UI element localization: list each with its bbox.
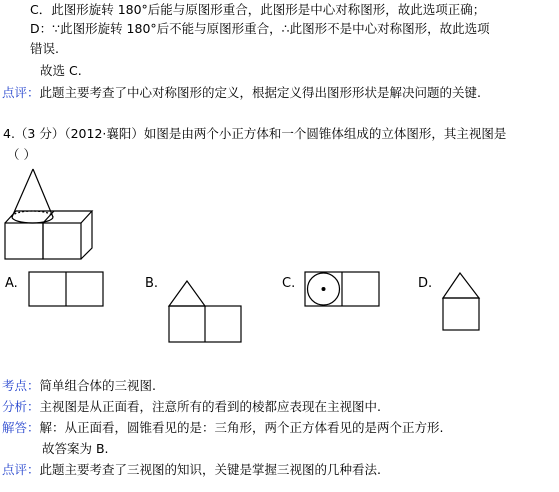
option-b-label: B. xyxy=(145,276,159,291)
fenxi-line xyxy=(2,399,381,415)
jieda-line xyxy=(2,420,444,436)
option-a-label: A. xyxy=(5,276,18,291)
kaodian-line xyxy=(2,378,156,394)
option-b-figure xyxy=(166,278,244,346)
comment-text: 此题主要考查了中心对称图形的定义，根据定义得出图形形状是解决问题的关键. xyxy=(39,85,481,100)
prev-solution-line-d2: 错误. xyxy=(30,41,59,56)
option-d-figure xyxy=(440,270,482,332)
kaodian-tag: 考点： xyxy=(2,378,40,393)
jieda-answer: 故答案为 B. xyxy=(42,441,109,456)
fenxi-tag: 分析： xyxy=(2,399,40,414)
jieda-text: 解：从正面看，圆锥看见的是：三角形，两个正方体看见的是两个正方形. xyxy=(39,420,444,435)
dianping-tag: 点评： xyxy=(2,462,40,477)
prev-solution-line-d1: D：∵此图形旋转 180°后不能与原图形重合，∴此图形不是中心对称图形，故此选项 xyxy=(30,21,490,36)
kaodian-text: 简单组合体的三视图. xyxy=(39,378,156,393)
fenxi-text: 主视图是从正面看，注意所有的看到的棱都应表现在主视图中. xyxy=(39,399,381,414)
cone-right-edge xyxy=(33,169,53,217)
option-c-figure xyxy=(304,270,382,308)
option-d-label: D. xyxy=(418,276,433,291)
question-stem-line1: 4.（3 分）（2012·襄阳）如图是由两个小正方体和一个圆锥体组成的立体图形，其主视图是 xyxy=(3,126,507,141)
comment-tag: 点评： xyxy=(2,85,40,100)
jieda-tag: 解答： xyxy=(2,420,40,435)
option-c-label: C. xyxy=(282,276,296,291)
solid-figure xyxy=(2,166,98,262)
question-stem-line2: （ ） xyxy=(7,147,36,162)
option-a-figure xyxy=(28,270,106,308)
prev-solution-line-c: C．此图形旋转 180°后能与原图形重合，此图形是中心对称图形，故此选项正确； xyxy=(30,2,486,17)
cube-left-front xyxy=(5,223,43,259)
dianping-line xyxy=(2,462,381,478)
cube-right-front xyxy=(43,223,81,259)
prev-comment xyxy=(2,85,481,101)
prev-solution-answer: 故选 C. xyxy=(40,63,82,78)
dianping-text: 此题主要考查了三视图的知识，关键是掌握三视图的几种看法. xyxy=(39,462,381,477)
cone-left-edge xyxy=(12,169,33,217)
